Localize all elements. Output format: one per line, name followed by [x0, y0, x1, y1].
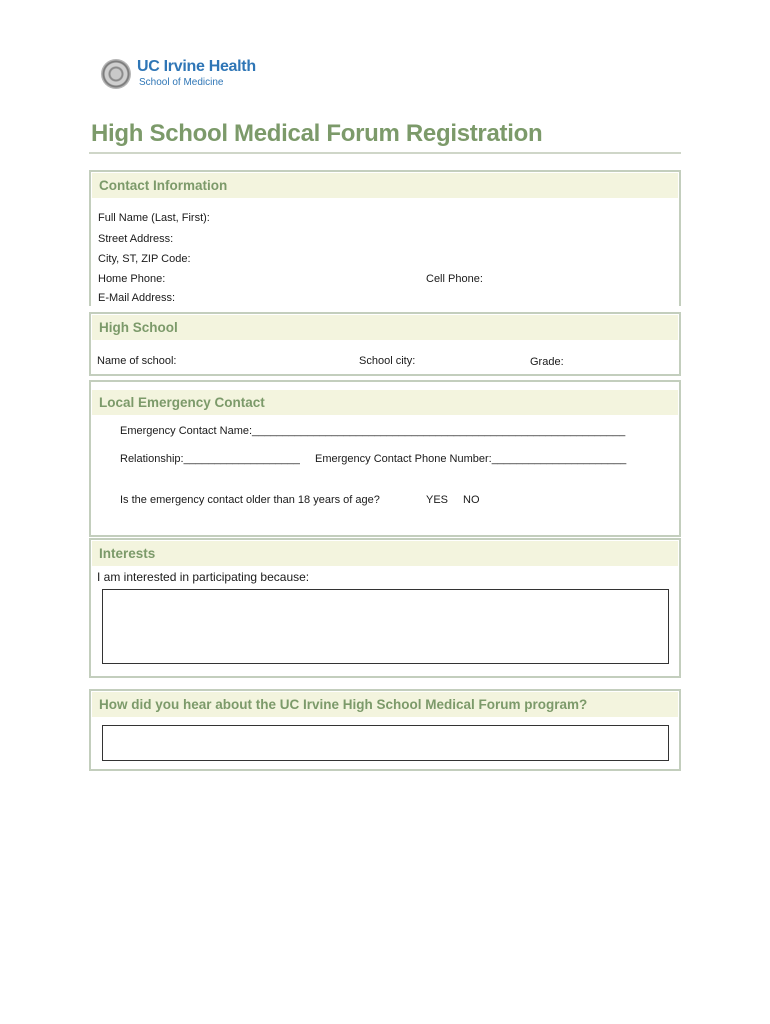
- title-divider: [89, 152, 681, 154]
- full-name-label[interactable]: Full Name (Last, First):: [98, 212, 210, 224]
- logo-name: UC Irvine Health: [137, 58, 256, 75]
- interests-section: [89, 538, 681, 678]
- referral-textbox[interactable]: [102, 725, 669, 761]
- yes-option[interactable]: YES: [426, 494, 449, 506]
- interests-prompt: I am interested in participating because:: [97, 570, 310, 584]
- school-city-label[interactable]: School city:: [359, 355, 416, 367]
- interests-textarea[interactable]: [102, 589, 669, 664]
- grade-label[interactable]: Grade:: [530, 356, 564, 368]
- contact-information-section: [89, 170, 681, 306]
- section-header-emergency: Local Emergency Contact: [92, 390, 678, 415]
- section-header-referral: How did you hear about the UC Irvine High School Medical Forum program?: [92, 692, 678, 717]
- cell-phone-label[interactable]: Cell Phone:: [426, 273, 483, 285]
- referral-section: [89, 689, 681, 771]
- uci-health-logo: [101, 58, 256, 89]
- high-school-section: [89, 312, 681, 376]
- university-seal-icon: [101, 59, 131, 89]
- emergency-phone-field[interactable]: Emergency Contact Phone Number:______________________: [315, 453, 627, 465]
- emergency-contact-section: [89, 380, 681, 537]
- email-address-label[interactable]: E-Mail Address:: [98, 292, 176, 304]
- home-phone-label[interactable]: Home Phone:: [98, 273, 166, 285]
- street-address-label[interactable]: Street Address:: [98, 233, 174, 245]
- section-header-interests: Interests: [92, 541, 678, 566]
- age-question-label: Is the emergency contact older than 18 years of age?: [120, 494, 380, 506]
- logo-subtitle: School of Medicine: [139, 77, 224, 88]
- section-header-contact: Contact Information: [92, 173, 678, 198]
- emergency-contact-name-field[interactable]: Emergency Contact Name:_____________________________________________________________: [120, 425, 626, 437]
- school-name-label[interactable]: Name of school:: [97, 355, 177, 367]
- page-title: High School Medical Forum Registration: [91, 120, 543, 147]
- city-state-zip-label[interactable]: City, ST, ZIP Code:: [98, 253, 191, 265]
- section-header-high-school: High School: [92, 315, 678, 340]
- relationship-field[interactable]: Relationship:___________________: [120, 453, 300, 465]
- no-option[interactable]: NO: [463, 494, 480, 506]
